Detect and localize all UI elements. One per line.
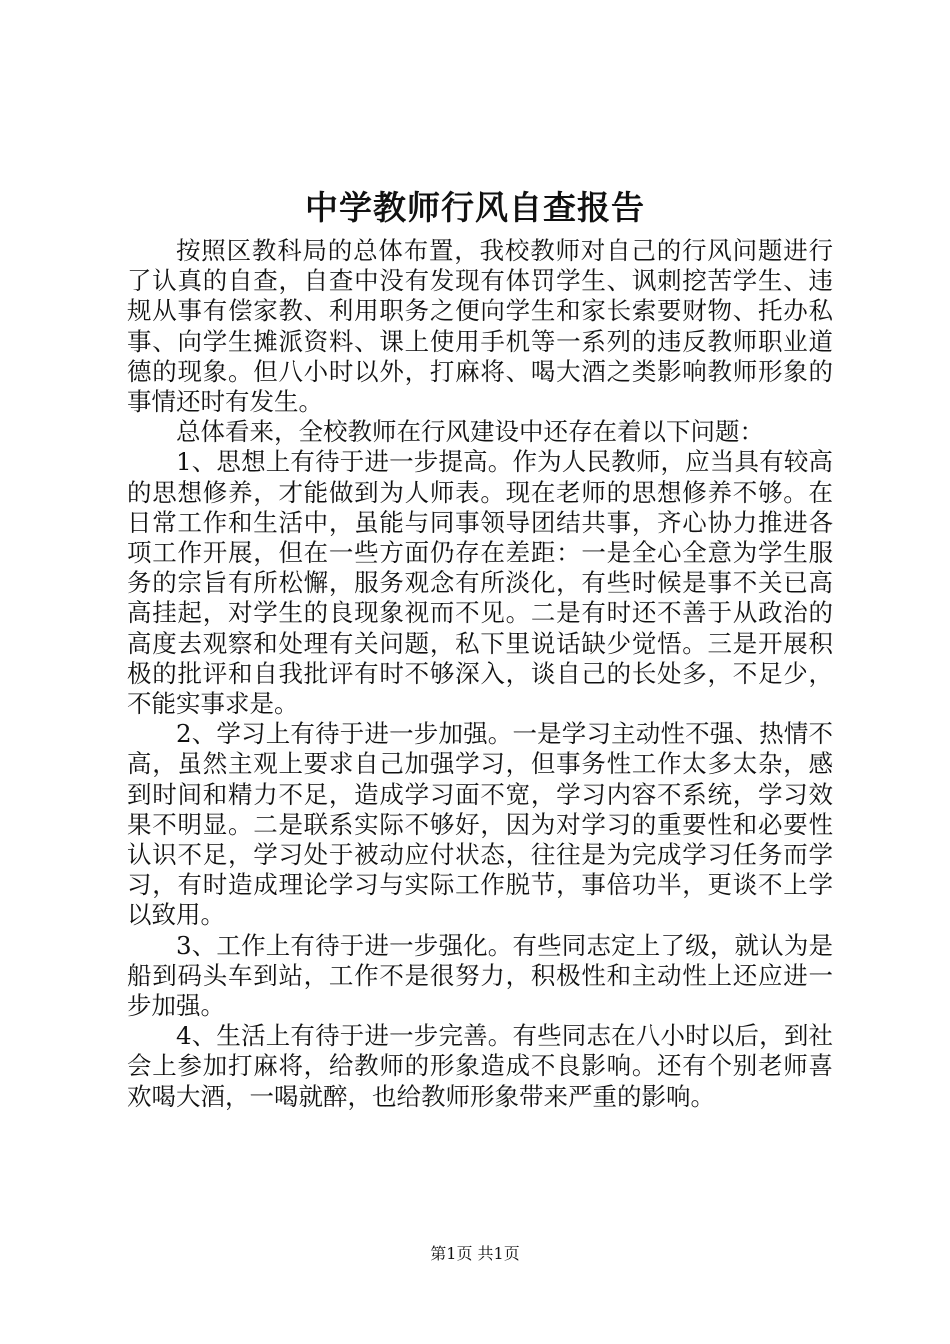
document-body [127, 236, 833, 1112]
paragraph-issue-3: 3、工作上有待于进一步强化。有些同志定上了级，就认为是船到码头车到站，工作不是很努力，积极性和主动性上还应进一步加强。 [127, 930, 833, 1021]
paragraph-intro: 按照区教科局的总体布置，我校教师对自己的行风问题进行了认真的自查，自查中没有发现有体罚学生、讽刺挖苦学生、违规从事有偿家教、利用职务之便向学生和家长索要财物、托办私事、向学生摊派资料、课上使用手机等一系列的违反教师职业道德的现象。但八小时以外，打麻将、喝大酒之类影响教师形象的事情还时有发生。 [127, 236, 833, 417]
paragraph-summary: 总体看来，全校教师在行风建设中还存在着以下问题： [176, 417, 764, 447]
document-title: 中学教师行风自查报告 [305, 188, 645, 227]
page-footer: 第1页 共1页 [430, 1244, 520, 1263]
paragraph-issue-4: 4、生活上有待于进一步完善。有些同志在八小时以后，到社会上参加打麻将，给教师的形象造成不良影响。还有个别老师喜欢喝大酒，一喝就醉，也给教师形象带来严重的影响。 [127, 1021, 833, 1111]
paragraph-issue-2: 2、学习上有待于进一步加强。一是学习主动性不强、热情不高，虽然主观上要求自己加强学习，但事务性工作太多太杂，感到时间和精力不足，造成学习面不宽，学习内容不系统，学习效果不明显。二是联系实际不够好，因为对学习的重要性和必要性认识不足，学习处于被动应付状态，往往是为完成学习任务而学习，有时造成理论学习与实际工作脱节，事倍功半，更谈不上学以致用。 [127, 719, 833, 930]
paragraph-issue-1: 1、思想上有待于进一步提高。作为人民教师，应当具有较高的思想修养，才能做到为人师表。现在老师的思想修养不够。在日常工作和生活中，虽能与同事领导团结共事，齐心协力推进各项工作开展，但在一些方面仍存在差距：一是全心全意为学生服务的宗旨有所松懈，服务观念有所淡化，有些时候是事不关已高高挂起，对学生的良现象视而不见。二是有时还不善于从政治的高度去观察和处理有关问题，私下里说话缺少觉悟。三是开展积极的批评和自我批评有时不够深入，谈自己的长处多，不足少，不能实事求是。 [127, 447, 833, 719]
